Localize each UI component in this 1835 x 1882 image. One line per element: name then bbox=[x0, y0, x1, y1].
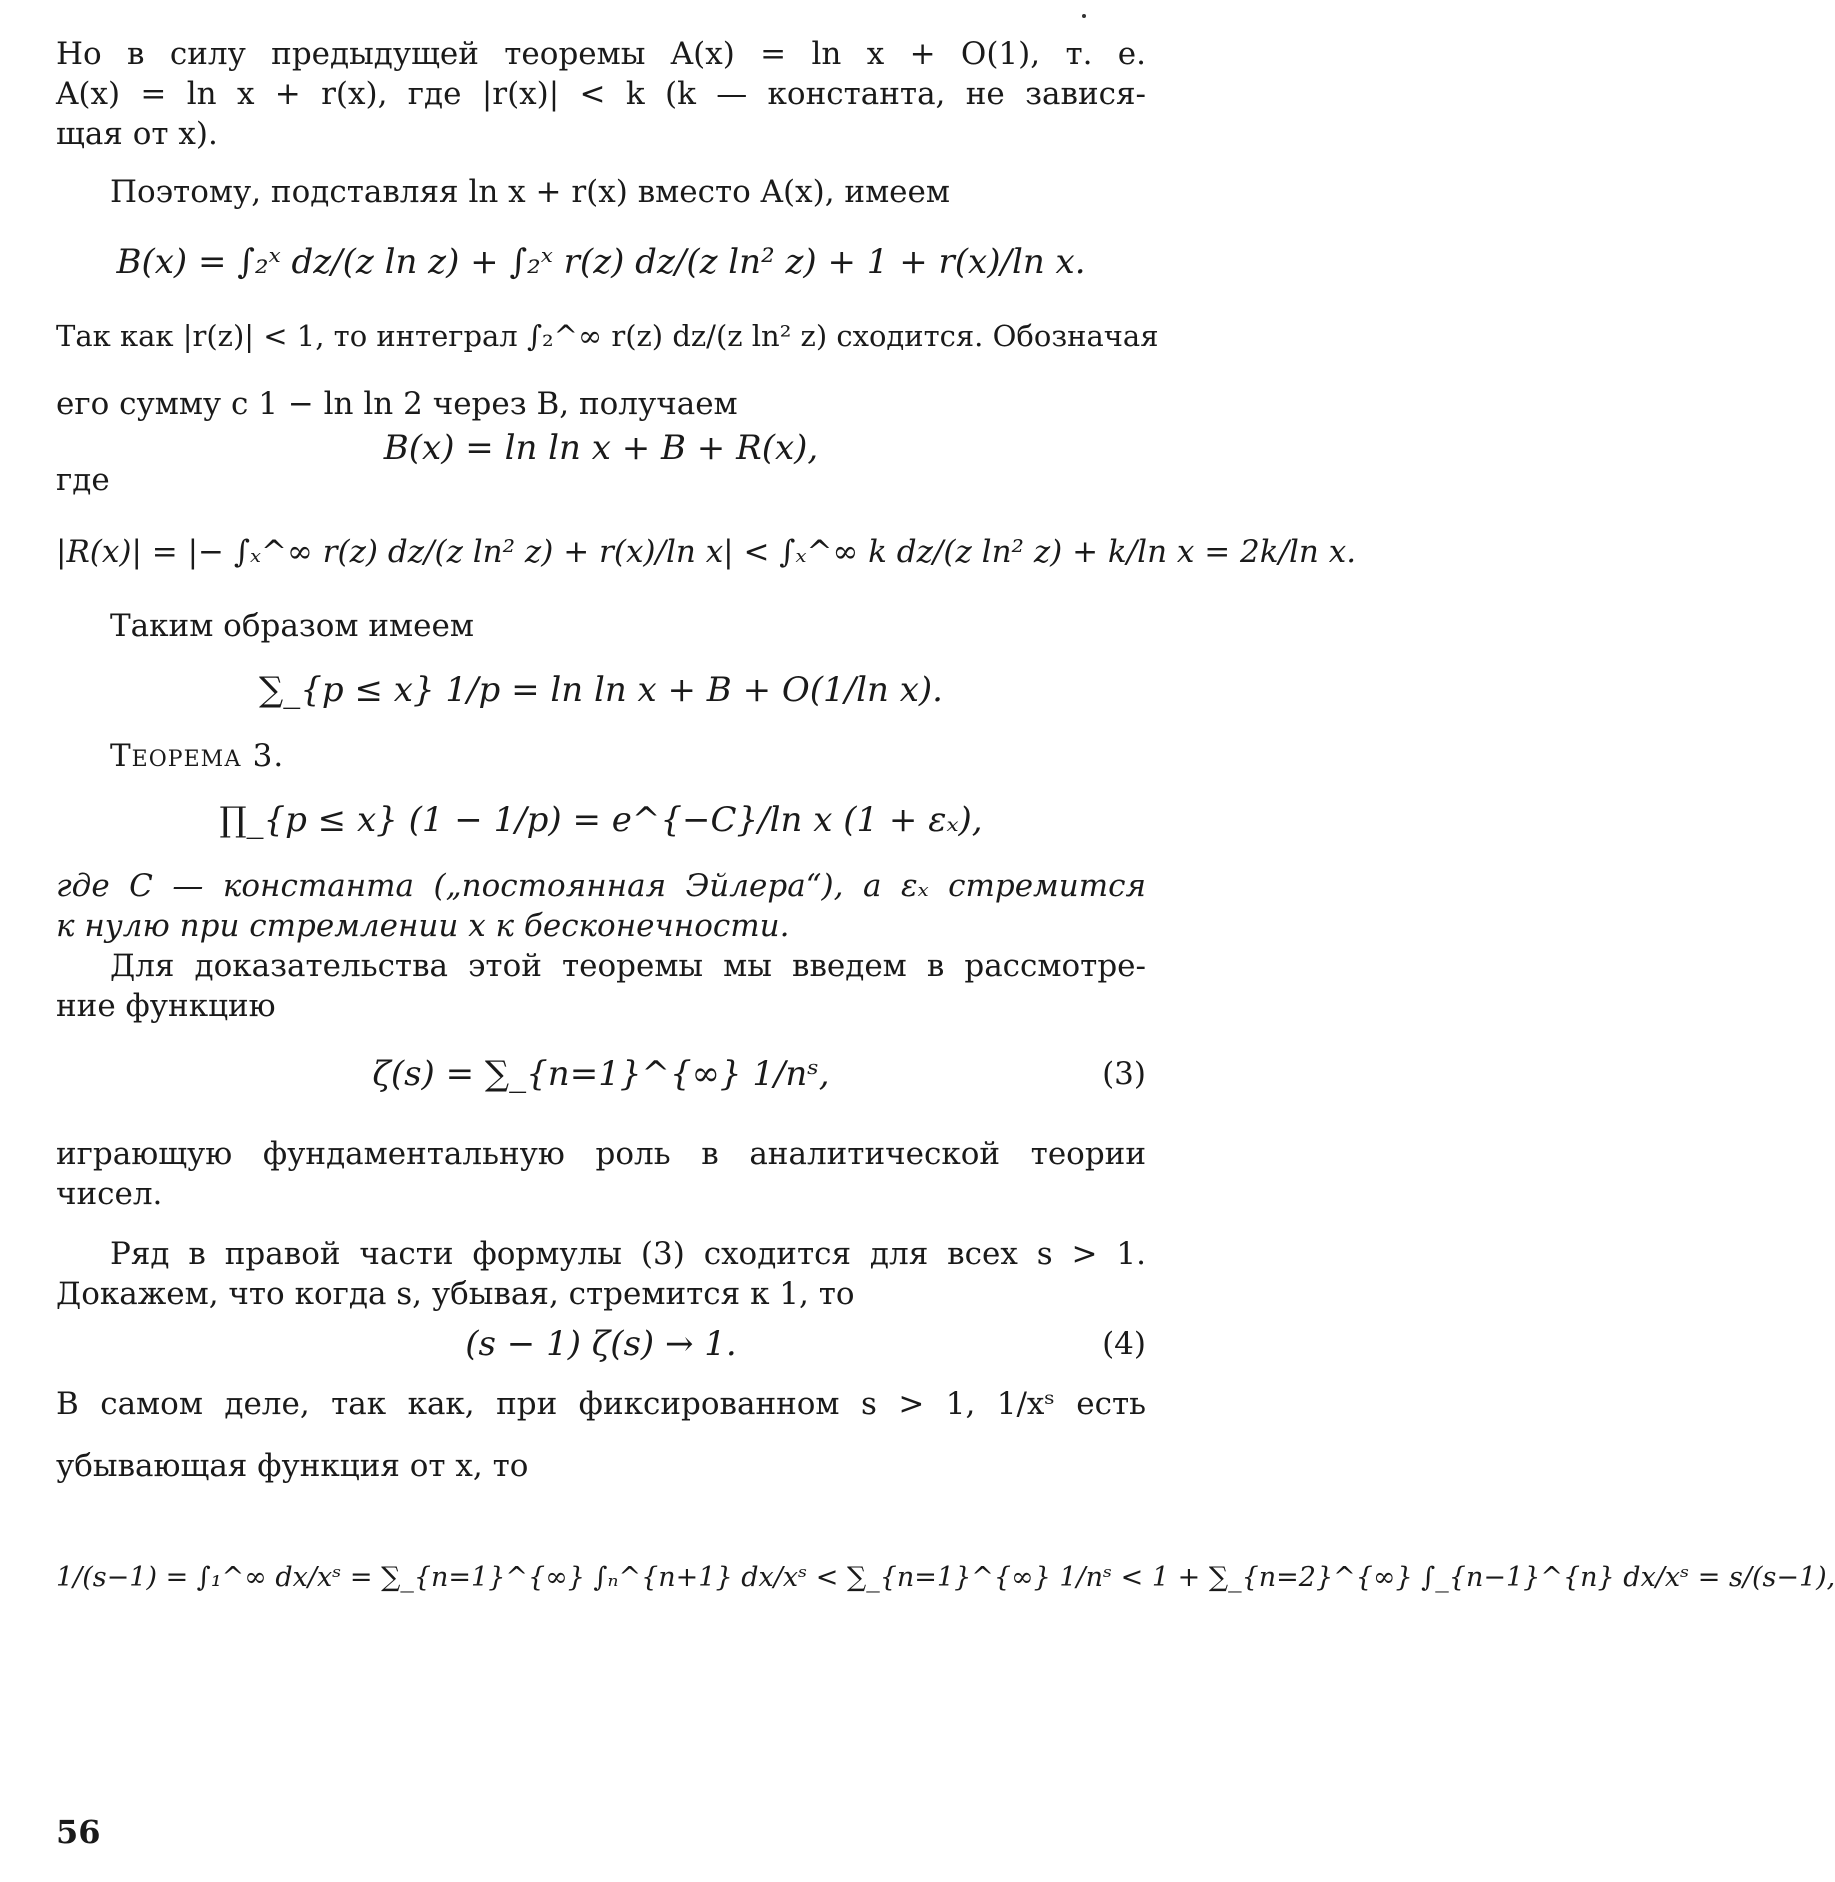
formula-limit: (s − 1) ζ(s) → 1. bbox=[465, 1324, 737, 1364]
text-line: Таким образом имеем bbox=[110, 608, 474, 644]
text-line: A(x) = ln x + r(x), где |r(x)| < k (k — константа, не завися- bbox=[56, 76, 1146, 112]
formula-Rx: |R(x)| = |− ∫ₓ^∞ r(z) dz/(z ln² z) + r(x)/ln x| < ∫ₓ^∞ k dz/(z ln² z) + k/ln x = 2k/ln x. bbox=[56, 534, 1357, 570]
text-line: В самом деле, так как, при фиксированном s > 1, 1/xˢ есть bbox=[56, 1386, 1146, 1422]
text-line: играющую фундаментальную роль в аналитической теории bbox=[56, 1136, 1146, 1172]
formula-inequality-chain: 1/(s−1) = ∫₁^∞ dx/xˢ = ∑_{n=1}^{∞} ∫ₙ^{n+1} dx/xˢ < ∑_{n=1}^{∞} 1/nˢ < 1 + ∑_{n=2}^{∞} ∫_{n−1}^{n} dx/xˢ = s/(s−1), bbox=[56, 1562, 1835, 1593]
text-line: где C — константа („постоянная Эйлера“), а εₓ стремится bbox=[56, 868, 1146, 904]
text-line: убывающая функция от x, то bbox=[56, 1448, 529, 1484]
text-line: Так как |r(z)| < 1, то интеграл ∫₂^∞ r(z) dz/(z ln² z) сходится. Обозначая bbox=[56, 319, 1159, 353]
text-line: ние функцию bbox=[56, 988, 276, 1024]
formula-Bx-result: B(x) = ln ln x + B + R(x), bbox=[383, 428, 819, 468]
text-line: щая от x). bbox=[56, 116, 218, 152]
text-line: Докажем, что когда s, убывая, стремится к 1, то bbox=[56, 1276, 855, 1312]
formula-sum-reciprocal-primes: ∑_{p ≤ x} 1/p = ln ln x + B + O(1/ln x). bbox=[259, 670, 943, 710]
text-line: где bbox=[56, 462, 110, 498]
formula-mertens-product: ∏_{p ≤ x} (1 − 1/p) = e^{−C}/ln x (1 + εₓ), bbox=[219, 800, 983, 840]
text-line: чисел. bbox=[56, 1176, 163, 1212]
text-line: Для доказательства этой теоремы мы введем в рассмотре- bbox=[110, 948, 1146, 984]
text-line: Ряд в правой части формулы (3) сходится для всех s > 1. bbox=[110, 1236, 1146, 1272]
text-line: к нулю при стремлении x к бесконечности. bbox=[56, 908, 790, 944]
theorem-heading: Теорема 3. bbox=[110, 738, 285, 774]
text-line: Но в силу предыдущей теоремы A(x) = ln x + O(1), т. е. bbox=[56, 36, 1146, 72]
equation-number: (3) bbox=[1102, 1056, 1146, 1092]
text-line: его сумму с 1 − ln ln 2 через B, получаем bbox=[56, 386, 738, 422]
text-line: Поэтому, подставляя ln x + r(x) вместо A(x), имеем bbox=[110, 174, 950, 210]
equation-number: (4) bbox=[1102, 1326, 1146, 1362]
formula-zeta: ζ(s) = ∑_{n=1}^{∞} 1/nˢ, bbox=[372, 1054, 830, 1094]
speck-mark bbox=[1082, 14, 1086, 18]
formula-Bx: B(x) = ∫₂ˣ dz/(z ln z) + ∫₂ˣ r(z) dz/(z ln² z) + 1 + r(x)/ln x. bbox=[116, 242, 1086, 282]
page-number: 56 bbox=[56, 1813, 101, 1851]
